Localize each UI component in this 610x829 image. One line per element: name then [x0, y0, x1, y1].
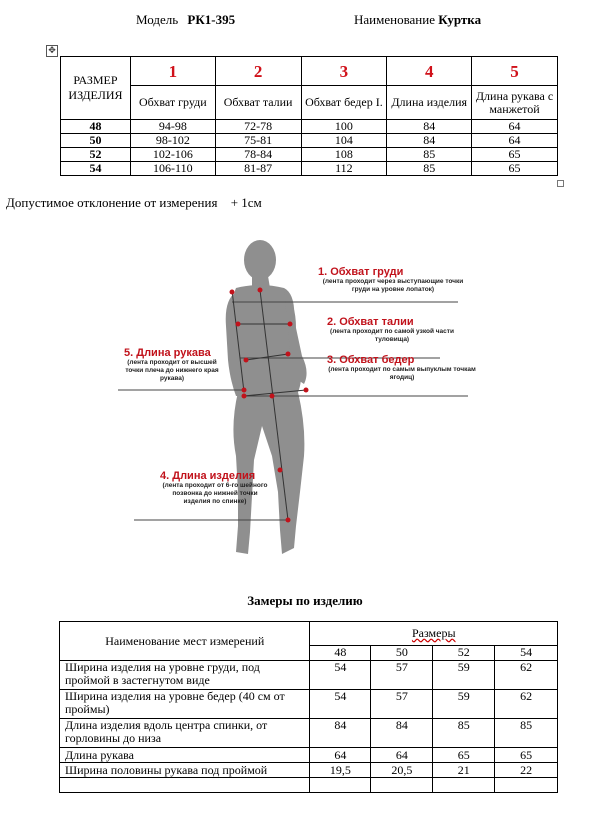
value-cell: [310, 778, 371, 793]
annotation-title: 3. Обхват бедер: [327, 354, 415, 366]
value-cell: 62: [495, 690, 558, 719]
value-cell: 98-102: [130, 134, 215, 148]
model-value: РК1-395: [187, 12, 236, 27]
table-row: [61, 162, 558, 176]
table-row: [60, 690, 558, 719]
product-table: [59, 621, 558, 793]
size-cell: 50: [61, 134, 131, 148]
tolerance-line: [6, 195, 262, 211]
value-cell: 85: [495, 719, 558, 748]
annotation-title: 4. Длина изделия: [160, 470, 256, 482]
column-label: Длина изделия: [387, 86, 472, 120]
value-cell: 85: [387, 162, 472, 176]
annotation-length: [160, 470, 270, 506]
value-cell: 59: [433, 690, 495, 719]
size-header-cell: 52: [433, 645, 495, 660]
annotation-note: (лента проходит от высшей точки плеча до нижнего края рукава): [125, 359, 219, 382]
value-cell: 64: [472, 134, 558, 148]
annotation-title: 2. Обхват талии: [327, 316, 414, 328]
name-value: Куртка: [438, 12, 482, 27]
column-number: 2: [215, 57, 301, 86]
measure-name: Ширина половины рукава под проймой: [60, 763, 310, 778]
value-cell: 62: [495, 661, 558, 690]
value-cell: 104: [301, 134, 387, 148]
annotation-chest: [318, 266, 468, 294]
value-cell: 64: [310, 748, 371, 763]
table-row: [61, 148, 558, 162]
annotation-note: (лента проходит через выступающие точки груди на уровне лопаток): [322, 278, 464, 293]
table-row: [60, 661, 558, 690]
column-number: 3: [301, 57, 387, 86]
annotation-note: (лента проходит по самым выпуклым точкам ягодиц): [328, 366, 476, 381]
annotation-title: 5. Длина рукава: [124, 347, 211, 359]
name-label: Наименование: [354, 12, 435, 27]
size-header-cell: 50: [371, 645, 433, 660]
value-cell: 57: [371, 690, 433, 719]
column-number: 5: [472, 57, 558, 86]
value-cell: [433, 778, 495, 793]
body-silhouette: [226, 240, 307, 554]
size-cell: 54: [61, 162, 131, 176]
value-cell: 65: [472, 148, 558, 162]
tolerance-value: + 1см: [230, 195, 262, 210]
annotation-note: (лента проходит от 6-го шейного позвонка до нижней точки изделия по спинке): [162, 482, 268, 505]
measure-name: Длина рукава: [60, 748, 310, 763]
value-cell: 100: [301, 120, 387, 134]
annotation-note: (лента проходит по самой узкой части туловища): [330, 328, 454, 343]
measurement-figure: [0, 230, 610, 560]
value-cell: 72-78: [215, 120, 301, 134]
size-cell: 52: [61, 148, 131, 162]
measure-name: Длина изделия вдоль центра спинки, от горловины до низа: [60, 719, 310, 748]
column-number: 4: [387, 57, 472, 86]
annotation-title: 1. Обхват груди: [318, 266, 404, 278]
value-cell: 65: [433, 748, 495, 763]
value-cell: 64: [472, 120, 558, 134]
size-header-cell: 54: [495, 645, 558, 660]
value-cell: 21: [433, 763, 495, 778]
name-header: Наименование мест измерений: [60, 622, 310, 661]
column-label: Обхват бедер I.: [301, 86, 387, 120]
value-cell: 94-98: [130, 120, 215, 134]
value-cell: 85: [433, 719, 495, 748]
model-label: Модель: [136, 12, 179, 27]
value-cell: 22: [495, 763, 558, 778]
name-line: [354, 12, 481, 28]
table-row: [61, 120, 558, 134]
column-label: Обхват талии: [215, 86, 301, 120]
value-cell: 84: [310, 719, 371, 748]
sizes-header: Размеры: [310, 622, 558, 646]
value-cell: 59: [433, 661, 495, 690]
table-resize-handle[interactable]: [557, 180, 564, 187]
size-cell: 48: [61, 120, 131, 134]
value-cell: 108: [301, 148, 387, 162]
value-cell: 54: [310, 690, 371, 719]
column-label: Длина рукава с манжетой: [472, 86, 558, 120]
value-cell: 84: [371, 719, 433, 748]
value-cell: 84: [387, 120, 472, 134]
table-row: [61, 134, 558, 148]
value-cell: 75-81: [215, 134, 301, 148]
measure-name: Ширина изделия на уровне бедер (40 см от проймы): [60, 690, 310, 719]
value-cell: 112: [301, 162, 387, 176]
product-table-title: Замеры по изделию: [247, 593, 363, 608]
value-cell: [495, 778, 558, 793]
measure-name: [60, 778, 310, 793]
value-cell: 57: [371, 661, 433, 690]
annotation-hips: [327, 354, 477, 382]
table-row: [60, 748, 558, 763]
value-cell: 81-87: [215, 162, 301, 176]
value-cell: 78-84: [215, 148, 301, 162]
value-cell: 84: [387, 134, 472, 148]
column-number: 1: [130, 57, 215, 86]
value-cell: 54: [310, 661, 371, 690]
annotation-waist: [327, 316, 457, 344]
table-move-handle-icon[interactable]: ✥: [46, 45, 58, 57]
table-row: [60, 763, 558, 778]
value-cell: [371, 778, 433, 793]
annotation-sleeve: [124, 347, 220, 383]
value-cell: 85: [387, 148, 472, 162]
tolerance-text: Допустимое отклонение от измерения: [6, 195, 218, 210]
size-header: РАЗМЕР ИЗДЕЛИЯ: [61, 57, 131, 120]
measure-name: Ширина изделия на уровне груди, под проймой в застегнутом виде: [60, 661, 310, 690]
model-line: [136, 12, 235, 28]
value-cell: 19,5: [310, 763, 371, 778]
value-cell: 20,5: [371, 763, 433, 778]
table-row: [60, 719, 558, 748]
value-cell: 65: [472, 162, 558, 176]
column-label: Обхват груди: [130, 86, 215, 120]
value-cell: 102-106: [130, 148, 215, 162]
size-table: [60, 56, 558, 176]
value-cell: 64: [371, 748, 433, 763]
value-cell: 106-110: [130, 162, 215, 176]
size-header-cell: 48: [310, 645, 371, 660]
table-row: [60, 778, 558, 793]
value-cell: 65: [495, 748, 558, 763]
